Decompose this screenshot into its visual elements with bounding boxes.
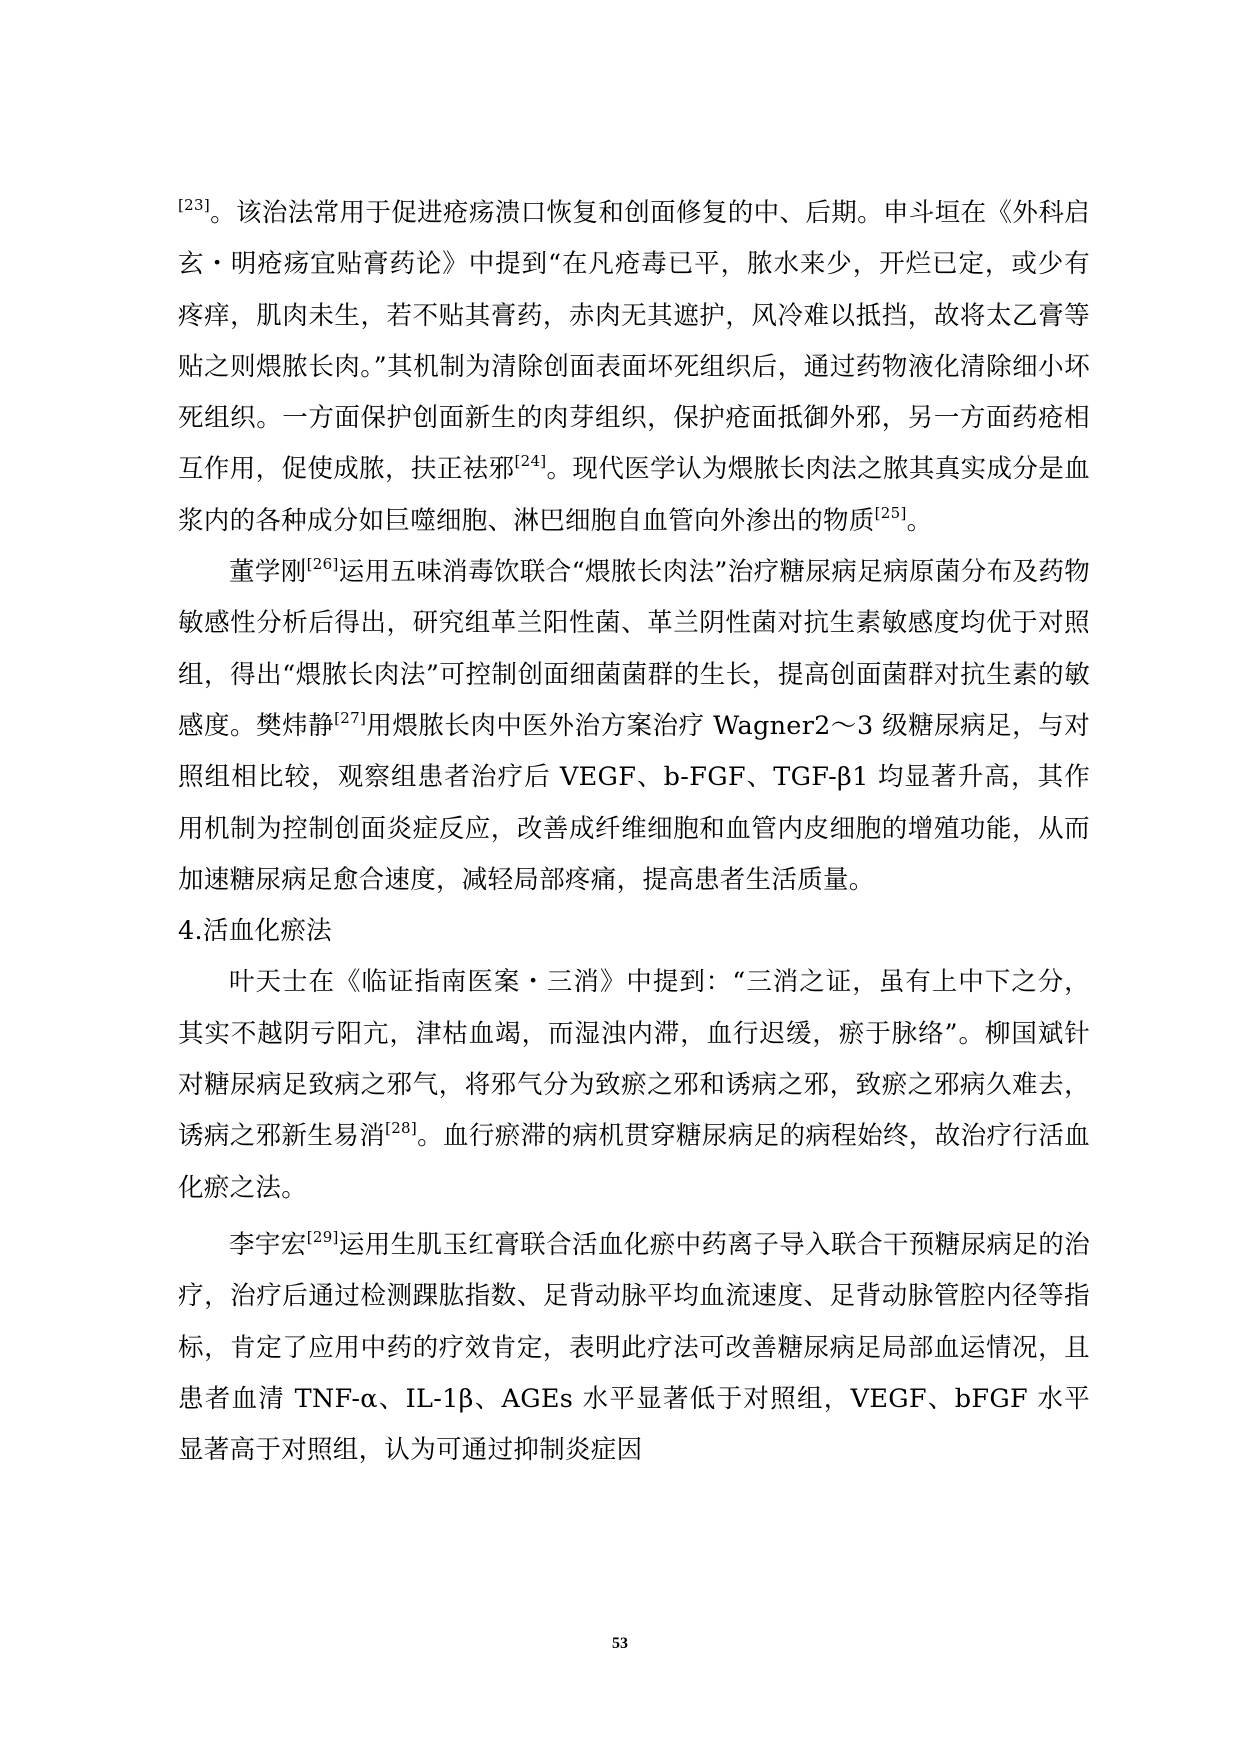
citation-ref: [23] — [178, 196, 210, 214]
paragraph — [178, 188, 1090, 547]
text-run: 运用生肌玉红膏联合活血化瘀中药离子导入联合干预糖尿病足的治疗，治疗后通过检测踝肱指数、足背动脉平均血流速度、足背动脉管腔内径等指标，肯定了应用中药的疗效肯定，表明此疗法可改善糖尿病足局部血运情况，且患者血清 TNF-α、IL-1β、AGEs 水平显著低于对照组，VEGF、bFGF 水平显著高于对照组，认为可通过抑制炎症因 — [178, 1229, 1090, 1466]
body-text — [178, 188, 1090, 1476]
text-run: 运用五味消毒饮联合“煨脓长肉法”治疗糖尿病足病原菌分布及药物敏感性分析后得出，研究组革兰阳性菌、革兰阴性菌对抗生素敏感度均优于对照组，得出“煨脓长肉法”可控制创面细菌菌群的生长，提高创面菌群对抗生素的敏感度。樊炜静 — [178, 557, 1091, 741]
text-run: 。现代医学认为煨脓长肉法之脓其真实成分是血浆内的各种成分如巨噬细胞、淋巴细胞自血管向外渗出的物质 — [178, 454, 1090, 536]
text-run: 。血行瘀滞的病机贯穿糖尿病足的病程始终，故治疗行活血化瘀之法。 — [178, 1121, 1090, 1203]
text-run: 。 — [906, 505, 933, 536]
citation-ref: [25] — [874, 503, 907, 522]
page-number: 53 — [612, 1635, 628, 1652]
citation-ref: [26] — [306, 555, 339, 574]
section-heading — [178, 906, 1090, 957]
text-run: 李宇宏 — [229, 1229, 307, 1260]
citation-ref: [27] — [334, 708, 367, 727]
citation-ref: [29] — [306, 1227, 339, 1246]
paragraph — [178, 957, 1090, 1213]
paragraph — [178, 1220, 1090, 1476]
text-run: 叶天士在《临证指南医案・三消》中提到：“三消之证，虽有上中下之分，其实不越阴亏阳亢，津枯血竭，而湿浊内滞，血行迟缓，瘀于脉络”。柳国斌针对糖尿病足致病之邪气，将邪气分为致瘀之邪和诱病之邪，致瘀之邪病久难去，诱病之邪新生易消 — [178, 967, 1090, 1152]
text-run: 董学刚 — [229, 557, 307, 588]
text-run: 。该治法常用于促进疮疡溃口恢复和创面修复的中、后期。申斗垣在《外科启玄・明疮疡宜贴膏药论》中提到“在凡疮毒已平，脓水来少，开烂已定，或少有疼痒，肌肉未生，若不贴其膏药，赤肉无其遮护，风冷难以抵挡，故将太乙膏等贴之则煨脓长肉。”其机制为清除创面表面坏死组织后，通过药物液化清除细小坏死组织。一方面保护创面新生的肉芽组织，保护疮面抵御外邪，另一方面药疮相互作用，促使成脓，扶正祛邪 — [178, 198, 1090, 485]
citation-ref: [24] — [514, 452, 547, 471]
citation-ref: [28] — [385, 1119, 418, 1138]
text-run: 4.活血化瘀法 — [178, 916, 332, 947]
text-run: 用煨脓长肉中医外治方案治疗 Wagner2～3 级糖尿病足，与对照组相比较，观察组患者治疗后 VEGF、b-FGF、TGF-β1 均显著升高，其作用机制为控制创面炎症反应，改善成纤维细胞和血管内皮细胞的增殖功能，从而加速糖尿病足愈合速度，减轻局部疼痛，提高患者生活质量。 — [178, 710, 1090, 895]
paragraph — [178, 547, 1090, 906]
